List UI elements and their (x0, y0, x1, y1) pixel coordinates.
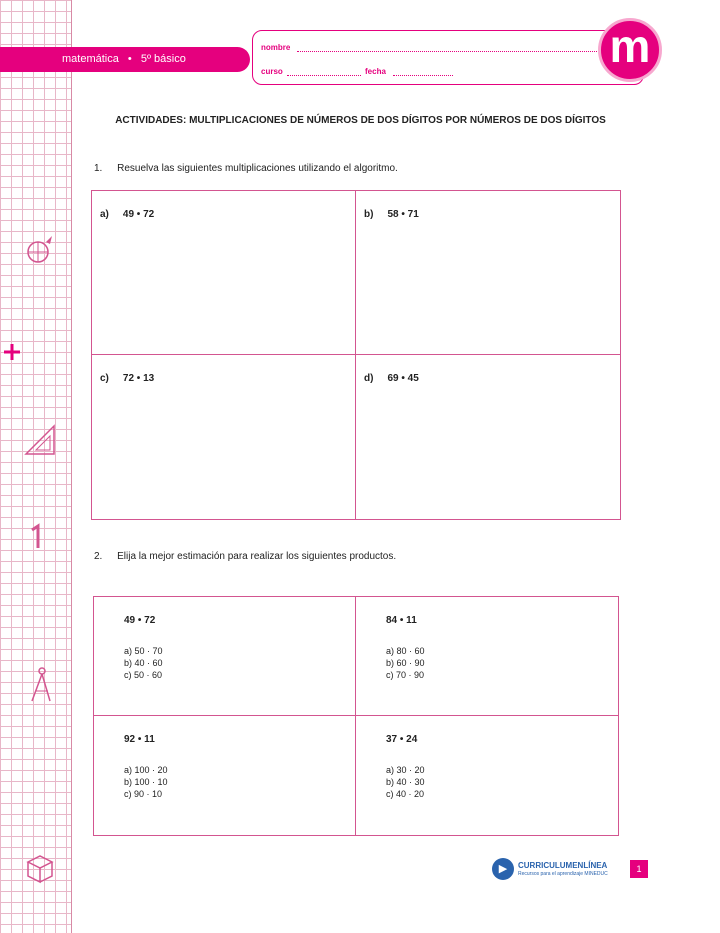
margin-edge-line (71, 0, 72, 933)
student-info-box (252, 30, 644, 85)
option-list (386, 764, 425, 800)
option-b[interactable]: b) 40 · 30 (386, 777, 425, 787)
math-logo-letter: m (609, 20, 651, 72)
exercise-1-cell[interactable] (92, 191, 356, 355)
item-label: d) (364, 373, 374, 384)
page-title: ACTIVIDADES: MULTIPLICACIONES DE NÚMEROS DE DOS DÍGITOS POR NÚMEROS DE DOS DÍGITOS (115, 115, 606, 126)
option-c[interactable]: c) 40 · 20 (386, 789, 425, 799)
item-expression: 58 • 71 (387, 209, 419, 220)
exercise-1-cell[interactable] (92, 355, 356, 519)
option-c[interactable]: c) 50 · 60 (124, 670, 163, 680)
item-label: a) (100, 209, 109, 220)
item-expression: 69 • 45 (387, 373, 419, 384)
curriculum-logo (492, 858, 622, 880)
item-label: c) (100, 373, 109, 384)
question-1-number: 1. (94, 163, 103, 174)
number-one-icon (24, 522, 48, 552)
option-b[interactable]: b) 60 · 90 (386, 658, 425, 668)
product-expression: 84 • 11 (386, 615, 417, 626)
subject-label: matemática (62, 53, 119, 65)
compass-rose-icon (20, 230, 60, 270)
product-expression: 92 • 11 (124, 734, 155, 745)
grid-margin (0, 0, 72, 933)
item-expression: 49 • 72 (122, 209, 155, 220)
option-a[interactable]: a) 80 · 60 (386, 646, 425, 656)
math-logo (598, 18, 662, 82)
question-2-number: 2. (94, 551, 103, 562)
question-1 (94, 163, 398, 174)
course-field[interactable] (287, 75, 361, 76)
question-1-text: Resuelva las siguientes multiplicaciones utilizando el algoritmo. (117, 163, 398, 174)
product-expression: 49 • 72 (124, 615, 156, 626)
brand-name: CURRICULUMENLÍNEA (518, 861, 608, 870)
brand-tagline: Recursos para el aprendizaje MINEDUC (518, 871, 608, 877)
question-2-text: Elija la mejor estimación para realizar los siguientes productos. (117, 551, 397, 562)
exercise-2-grid (93, 596, 619, 836)
cube-net-icon (20, 848, 60, 888)
estimation-cell (356, 716, 618, 835)
item-expression: 72 • 13 (122, 373, 155, 384)
option-a[interactable]: a) 30 · 20 (386, 765, 425, 775)
date-field[interactable] (393, 75, 453, 76)
option-c[interactable]: c) 90 · 10 (124, 789, 163, 799)
option-list (386, 645, 425, 681)
subject-band (0, 47, 250, 72)
estimation-cell (94, 597, 356, 716)
course-label: curso (261, 67, 283, 76)
option-list (124, 764, 168, 800)
drafting-compass-icon (20, 665, 60, 705)
name-field[interactable] (297, 51, 597, 52)
estimation-cell (356, 597, 618, 716)
play-icon: ▶ (492, 858, 514, 880)
band-bullet: • (127, 53, 132, 65)
option-a[interactable]: a) 100 · 20 (124, 765, 168, 775)
set-square-icon (20, 420, 60, 460)
exercise-1-grid (91, 190, 621, 520)
grade-label: 5º básico (140, 53, 186, 65)
page-number: 1 (630, 860, 648, 878)
option-b[interactable]: b) 100 · 10 (124, 777, 168, 787)
option-c[interactable]: c) 70 · 90 (386, 670, 425, 680)
item-label: b) (364, 209, 374, 220)
product-expression: 37 • 24 (386, 734, 418, 745)
option-list (124, 645, 163, 681)
date-label: fecha (365, 67, 386, 76)
plus-icon (0, 340, 24, 364)
estimation-cell (94, 716, 356, 835)
option-b[interactable]: b) 40 · 60 (124, 658, 163, 668)
option-a[interactable]: a) 50 · 70 (124, 646, 163, 656)
name-label: nombre (261, 43, 291, 52)
question-2 (94, 551, 396, 562)
exercise-1-cell[interactable] (356, 355, 620, 519)
exercise-1-cell[interactable] (356, 191, 620, 355)
